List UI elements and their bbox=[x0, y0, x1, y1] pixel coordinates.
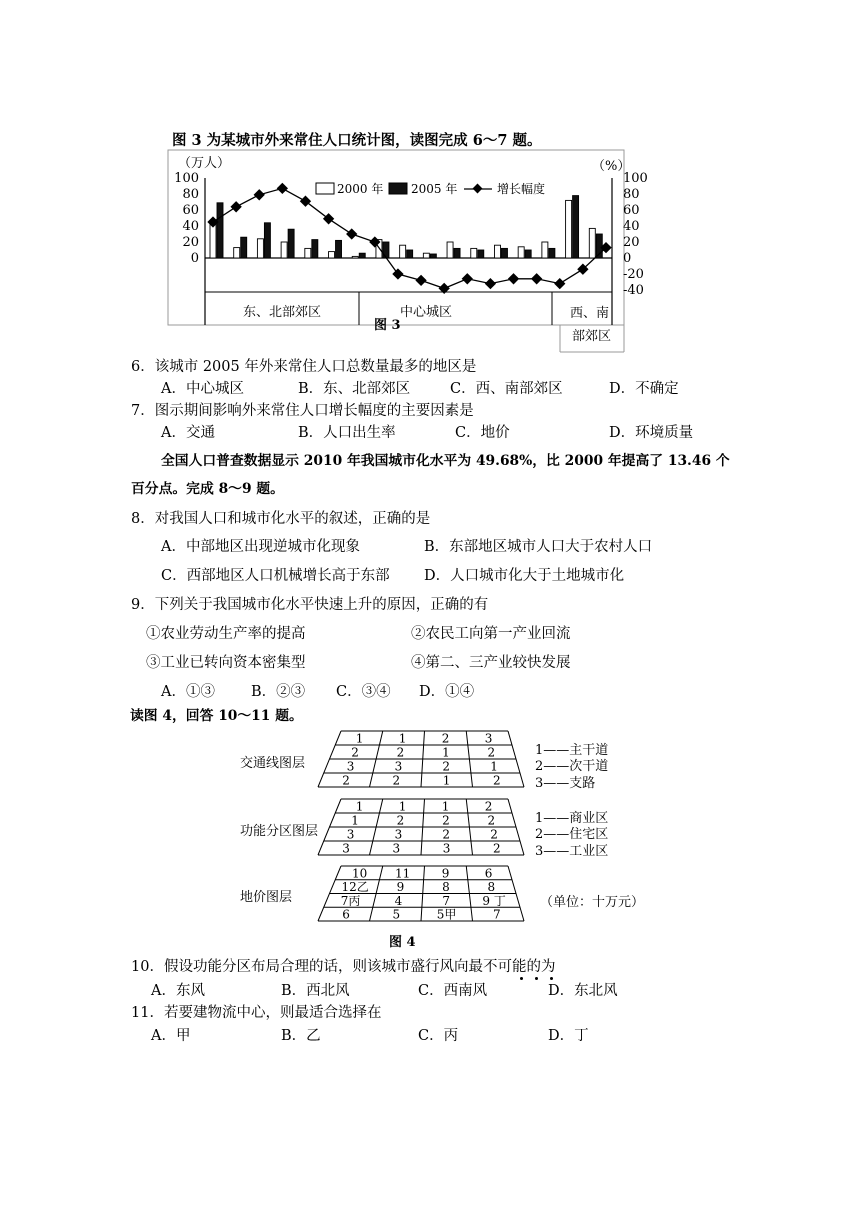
bar-2000 bbox=[447, 242, 453, 258]
grid-cell-value: 1 bbox=[351, 813, 359, 828]
layer2-legend-3: 3——工业区 bbox=[535, 844, 609, 859]
grid-cell-value: 7丙 bbox=[340, 893, 361, 908]
q7-option-c[interactable]: C．地价 bbox=[455, 425, 510, 441]
q9-item-2: ②农民工向第一产业回流 bbox=[411, 626, 571, 642]
q9-option-b[interactable]: B．②③ bbox=[251, 684, 306, 700]
grid-cell-value: 2 bbox=[493, 773, 501, 788]
q6-option-a[interactable]: A．中心城区 bbox=[161, 381, 244, 397]
grid-cell-value: 3 bbox=[342, 841, 350, 856]
q8-stem: 8．对我国人口和城市化水平的叙述，正确的是 bbox=[131, 511, 431, 527]
q10-option-a[interactable]: A．东风 bbox=[151, 983, 205, 999]
grid-cell-value: 2 bbox=[351, 745, 359, 760]
bar-2005 bbox=[359, 253, 365, 258]
q6-option-c[interactable]: C．西、南部郊区 bbox=[450, 381, 563, 397]
q11-stem: 11．若要建物流中心，则最适合选择在 bbox=[131, 1005, 382, 1021]
grid-cell-value: 2 bbox=[493, 841, 501, 856]
grid-cell-value: 3 bbox=[394, 827, 403, 842]
layer3-label: 地价图层 bbox=[240, 890, 293, 905]
function-zone-layer bbox=[318, 799, 524, 856]
intro-fig4: 读图 4，回答 10～11 题。 bbox=[130, 708, 303, 724]
growth-point bbox=[462, 273, 473, 284]
right-tick-label: 80 bbox=[623, 187, 640, 202]
q9-item-3: ③工业已转向资本密集型 bbox=[146, 655, 306, 671]
q9-item-4: ④第二、三产业较快发展 bbox=[411, 655, 571, 671]
bar-2005 bbox=[312, 240, 318, 258]
growth-point bbox=[415, 275, 426, 286]
grid-cell-value: 9 丁 bbox=[482, 893, 506, 908]
bar-2005 bbox=[264, 223, 270, 258]
bar-2000 bbox=[471, 248, 477, 258]
grid-cell-value: 3 bbox=[484, 731, 493, 746]
growth-point bbox=[346, 228, 357, 239]
grid-cell-value: 2 bbox=[396, 745, 405, 760]
q8-option-a[interactable]: A．中部地区出现逆城市化现象 bbox=[161, 539, 360, 555]
q9-option-d[interactable]: D．①④ bbox=[419, 684, 475, 700]
grid-cell-value: 9 bbox=[441, 866, 450, 881]
growth-point bbox=[554, 278, 565, 289]
grid-cell-value: 12乙 bbox=[341, 880, 369, 895]
right-tick-label: 40 bbox=[623, 219, 640, 234]
right-tick-label: 20 bbox=[623, 235, 640, 250]
left-unit: （万人） bbox=[178, 156, 231, 171]
bar-2005 bbox=[241, 237, 247, 258]
left-tick-label: 80 bbox=[182, 187, 199, 202]
q7-option-d[interactable]: D．环境质量 bbox=[609, 425, 694, 441]
q11-option-a[interactable]: A．甲 bbox=[151, 1028, 191, 1044]
legend-2000: 2000 年 bbox=[337, 182, 384, 196]
layer3-unit: （单位：十万元） bbox=[540, 895, 645, 910]
left-tick-label: 100 bbox=[174, 171, 199, 186]
bar-2005 bbox=[549, 248, 555, 258]
grid-cell-value: 5 bbox=[392, 907, 401, 922]
grid-cell-value: 8 bbox=[442, 880, 450, 895]
growth-point bbox=[485, 278, 496, 289]
right-tick-label: -20 bbox=[623, 267, 644, 282]
layer2-legend-2: 2——住宅区 bbox=[535, 827, 609, 842]
figure-4 bbox=[0, 725, 860, 955]
grid-cell-value: 9 bbox=[396, 880, 405, 895]
grid-cell-value: 2 bbox=[484, 799, 493, 814]
figure-3-caption: 图 3 bbox=[374, 318, 401, 333]
bar-2000 bbox=[400, 245, 406, 258]
q11-option-b[interactable]: B．乙 bbox=[281, 1028, 321, 1044]
bar-2005 bbox=[430, 254, 436, 258]
growth-point bbox=[300, 196, 311, 207]
bar-2000 bbox=[566, 200, 572, 258]
grid-cell-value: 8 bbox=[487, 880, 496, 895]
q10-option-b[interactable]: B．西北风 bbox=[281, 983, 350, 999]
emphasis-dot bbox=[535, 977, 538, 980]
right-unit: （%） bbox=[592, 159, 631, 174]
figure-3-chart bbox=[0, 145, 860, 375]
grid-cell-value: 2 bbox=[442, 759, 451, 774]
q7-option-a[interactable]: A．交通 bbox=[161, 425, 215, 441]
right-tick-label: 100 bbox=[623, 171, 648, 186]
growth-point bbox=[277, 183, 288, 194]
grid-cell-value: 11 bbox=[394, 866, 411, 881]
grid-cell-value: 1 bbox=[442, 773, 451, 788]
grid-cell-value: 2 bbox=[487, 745, 496, 760]
bar-2005 bbox=[573, 196, 579, 258]
grid-cell-value: 2 bbox=[442, 813, 450, 828]
bar-2000 bbox=[257, 239, 263, 258]
q9-item-1: ①农业劳动生产率的提高 bbox=[146, 626, 306, 642]
layer1-legend-2: 2——次干道 bbox=[535, 759, 609, 774]
grid-cell-value: 2 bbox=[342, 773, 350, 788]
q10-option-c[interactable]: C．西南风 bbox=[418, 983, 488, 999]
q9-option-c[interactable]: C．③④ bbox=[336, 684, 391, 700]
grid-cell-value: 6 bbox=[484, 866, 493, 881]
grid-cell-value: 3 bbox=[394, 759, 403, 774]
q6-stem: 6．该城市 2005 年外来常住人口总数量最多的地区是 bbox=[131, 359, 477, 375]
intro-q8-9-line2: 百分点。完成 8～9 题。 bbox=[131, 481, 284, 497]
grid-cell-value: 2 bbox=[392, 773, 401, 788]
q8-option-c[interactable]: C．西部地区人口机械增长高于东部 bbox=[161, 568, 390, 584]
grid-cell-value: 2 bbox=[396, 813, 405, 828]
emphasis-dot bbox=[550, 977, 553, 980]
bar-2000 bbox=[234, 248, 240, 258]
grid-cell-value: 7 bbox=[493, 907, 501, 922]
q6-option-d[interactable]: D．不确定 bbox=[609, 381, 679, 397]
grid-cell-value: 1 bbox=[398, 799, 407, 814]
bar-2005 bbox=[383, 242, 389, 258]
grid-cell-value: 3 bbox=[442, 841, 451, 856]
layer2-legend-1: 1——商业区 bbox=[535, 811, 609, 826]
growth-point bbox=[323, 213, 334, 224]
layer1-legend-1: 1——主干道 bbox=[535, 743, 609, 758]
q11-option-c[interactable]: C．丙 bbox=[418, 1028, 459, 1044]
legend-growth: 增长幅度 bbox=[497, 182, 546, 196]
bar-2005 bbox=[336, 240, 342, 258]
q8-option-d[interactable]: D．人口城市化大于土地城市化 bbox=[424, 568, 625, 584]
growth-point bbox=[531, 273, 542, 284]
grid-cell-value: 3 bbox=[392, 841, 401, 856]
grid-cell-value: 6 bbox=[342, 907, 350, 922]
bar-2000 bbox=[518, 247, 524, 258]
grid-cell-value: 1 bbox=[398, 731, 407, 746]
region-west-south-2: 部郊区 bbox=[572, 329, 612, 344]
bar-2000 bbox=[423, 253, 429, 258]
q9-stem: 9．下列关于我国城市化水平快速上升的原因，正确的有 bbox=[131, 597, 489, 613]
layer1-legend-3: 3——支路 bbox=[535, 776, 596, 791]
grid-cell-value: 1 bbox=[355, 731, 364, 746]
bar-2005 bbox=[407, 250, 413, 258]
q7-stem: 7．图示期间影响外来常住人口增长幅度的主要因素是 bbox=[131, 403, 474, 419]
q7-option-b[interactable]: B．人口出生率 bbox=[298, 425, 396, 441]
growth-point bbox=[230, 201, 241, 212]
figure-4-caption: 图 4 bbox=[389, 935, 416, 950]
bar-2000 bbox=[494, 245, 500, 258]
emphasis-dot bbox=[520, 977, 523, 980]
bar-2005 bbox=[288, 229, 294, 258]
bar-2000 bbox=[305, 248, 311, 258]
bar-2005 bbox=[454, 248, 460, 258]
bar-2000 bbox=[352, 256, 358, 258]
land-price-layer bbox=[318, 866, 524, 922]
left-tick-label: 0 bbox=[190, 251, 199, 266]
grid-cell-value: 4 bbox=[394, 893, 403, 908]
grid-cell-value: 1 bbox=[355, 799, 364, 814]
grid-cell-value: 3 bbox=[346, 827, 355, 842]
region-east-north: 东、北部郊区 bbox=[243, 305, 322, 320]
bars bbox=[210, 196, 602, 258]
left-tick-label: 40 bbox=[182, 219, 199, 234]
grid-cell-value: 1 bbox=[490, 759, 498, 774]
q11-option-d[interactable]: D．丁 bbox=[548, 1028, 589, 1044]
left-tick-label: 20 bbox=[182, 235, 199, 250]
grid-cell-value: 3 bbox=[346, 759, 355, 774]
q6-option-b[interactable]: B．东、北部郊区 bbox=[298, 381, 411, 397]
growth-point bbox=[508, 273, 519, 284]
growth-point bbox=[254, 189, 265, 200]
right-tick-label: -40 bbox=[623, 283, 644, 298]
traffic-layer bbox=[318, 731, 524, 788]
bar-2000 bbox=[329, 252, 335, 258]
q8-option-b[interactable]: B．东部地区城市人口大于农村人口 bbox=[424, 539, 653, 555]
right-tick-label: 0 bbox=[623, 251, 632, 266]
intro-q8-9-line1: 全国人口普查数据显示 2010 年我国城市化水平为 49.68%，比 2000 年提高了 13.46 个 bbox=[161, 453, 730, 469]
left-tick-label: 60 bbox=[182, 203, 199, 218]
right-axis-ticks bbox=[623, 171, 648, 298]
q10-option-d[interactable]: D．东北风 bbox=[548, 983, 618, 999]
bar-2005 bbox=[478, 250, 484, 258]
left-axis-ticks bbox=[174, 171, 199, 266]
grid-cell-value: 1 bbox=[441, 799, 450, 814]
layer2-label: 功能分区图层 bbox=[240, 824, 319, 839]
region-center: 中心城区 bbox=[400, 305, 453, 320]
grid-cell-value: 5甲 bbox=[436, 907, 457, 922]
q10-stem: 10．假设功能分区布局合理的话，则该城市盛行风向最不可能的为 bbox=[131, 959, 556, 975]
grid-cell-value: 2 bbox=[441, 731, 450, 746]
right-tick-label: 60 bbox=[623, 203, 640, 218]
bar-2005 bbox=[501, 248, 507, 258]
growth-polyline bbox=[213, 188, 606, 288]
bar-2000 bbox=[589, 228, 595, 258]
grid-cell-value: 2 bbox=[442, 827, 451, 842]
region-west-south-1: 西、南 bbox=[570, 306, 610, 321]
intro-fig3: 图 3 为某城市外来常住人口统计图，读图完成 6～7 题。 bbox=[172, 132, 542, 149]
grid-cell-value: 10 bbox=[351, 866, 368, 881]
bar-2005 bbox=[217, 203, 223, 258]
growth-point bbox=[392, 268, 403, 279]
legend-2005: 2005 年 bbox=[411, 182, 458, 196]
grid-cell-value: 2 bbox=[487, 813, 496, 828]
layer1-label: 交通线图层 bbox=[240, 756, 306, 771]
grid-cell-value: 2 bbox=[490, 827, 498, 842]
grid-cell-value: 1 bbox=[442, 745, 450, 760]
bar-2000 bbox=[281, 242, 287, 258]
bar-2000 bbox=[542, 242, 548, 258]
bar-2005 bbox=[525, 250, 531, 258]
q9-option-a[interactable]: A．①③ bbox=[161, 684, 215, 700]
grid-cell-value: 7 bbox=[442, 893, 451, 908]
